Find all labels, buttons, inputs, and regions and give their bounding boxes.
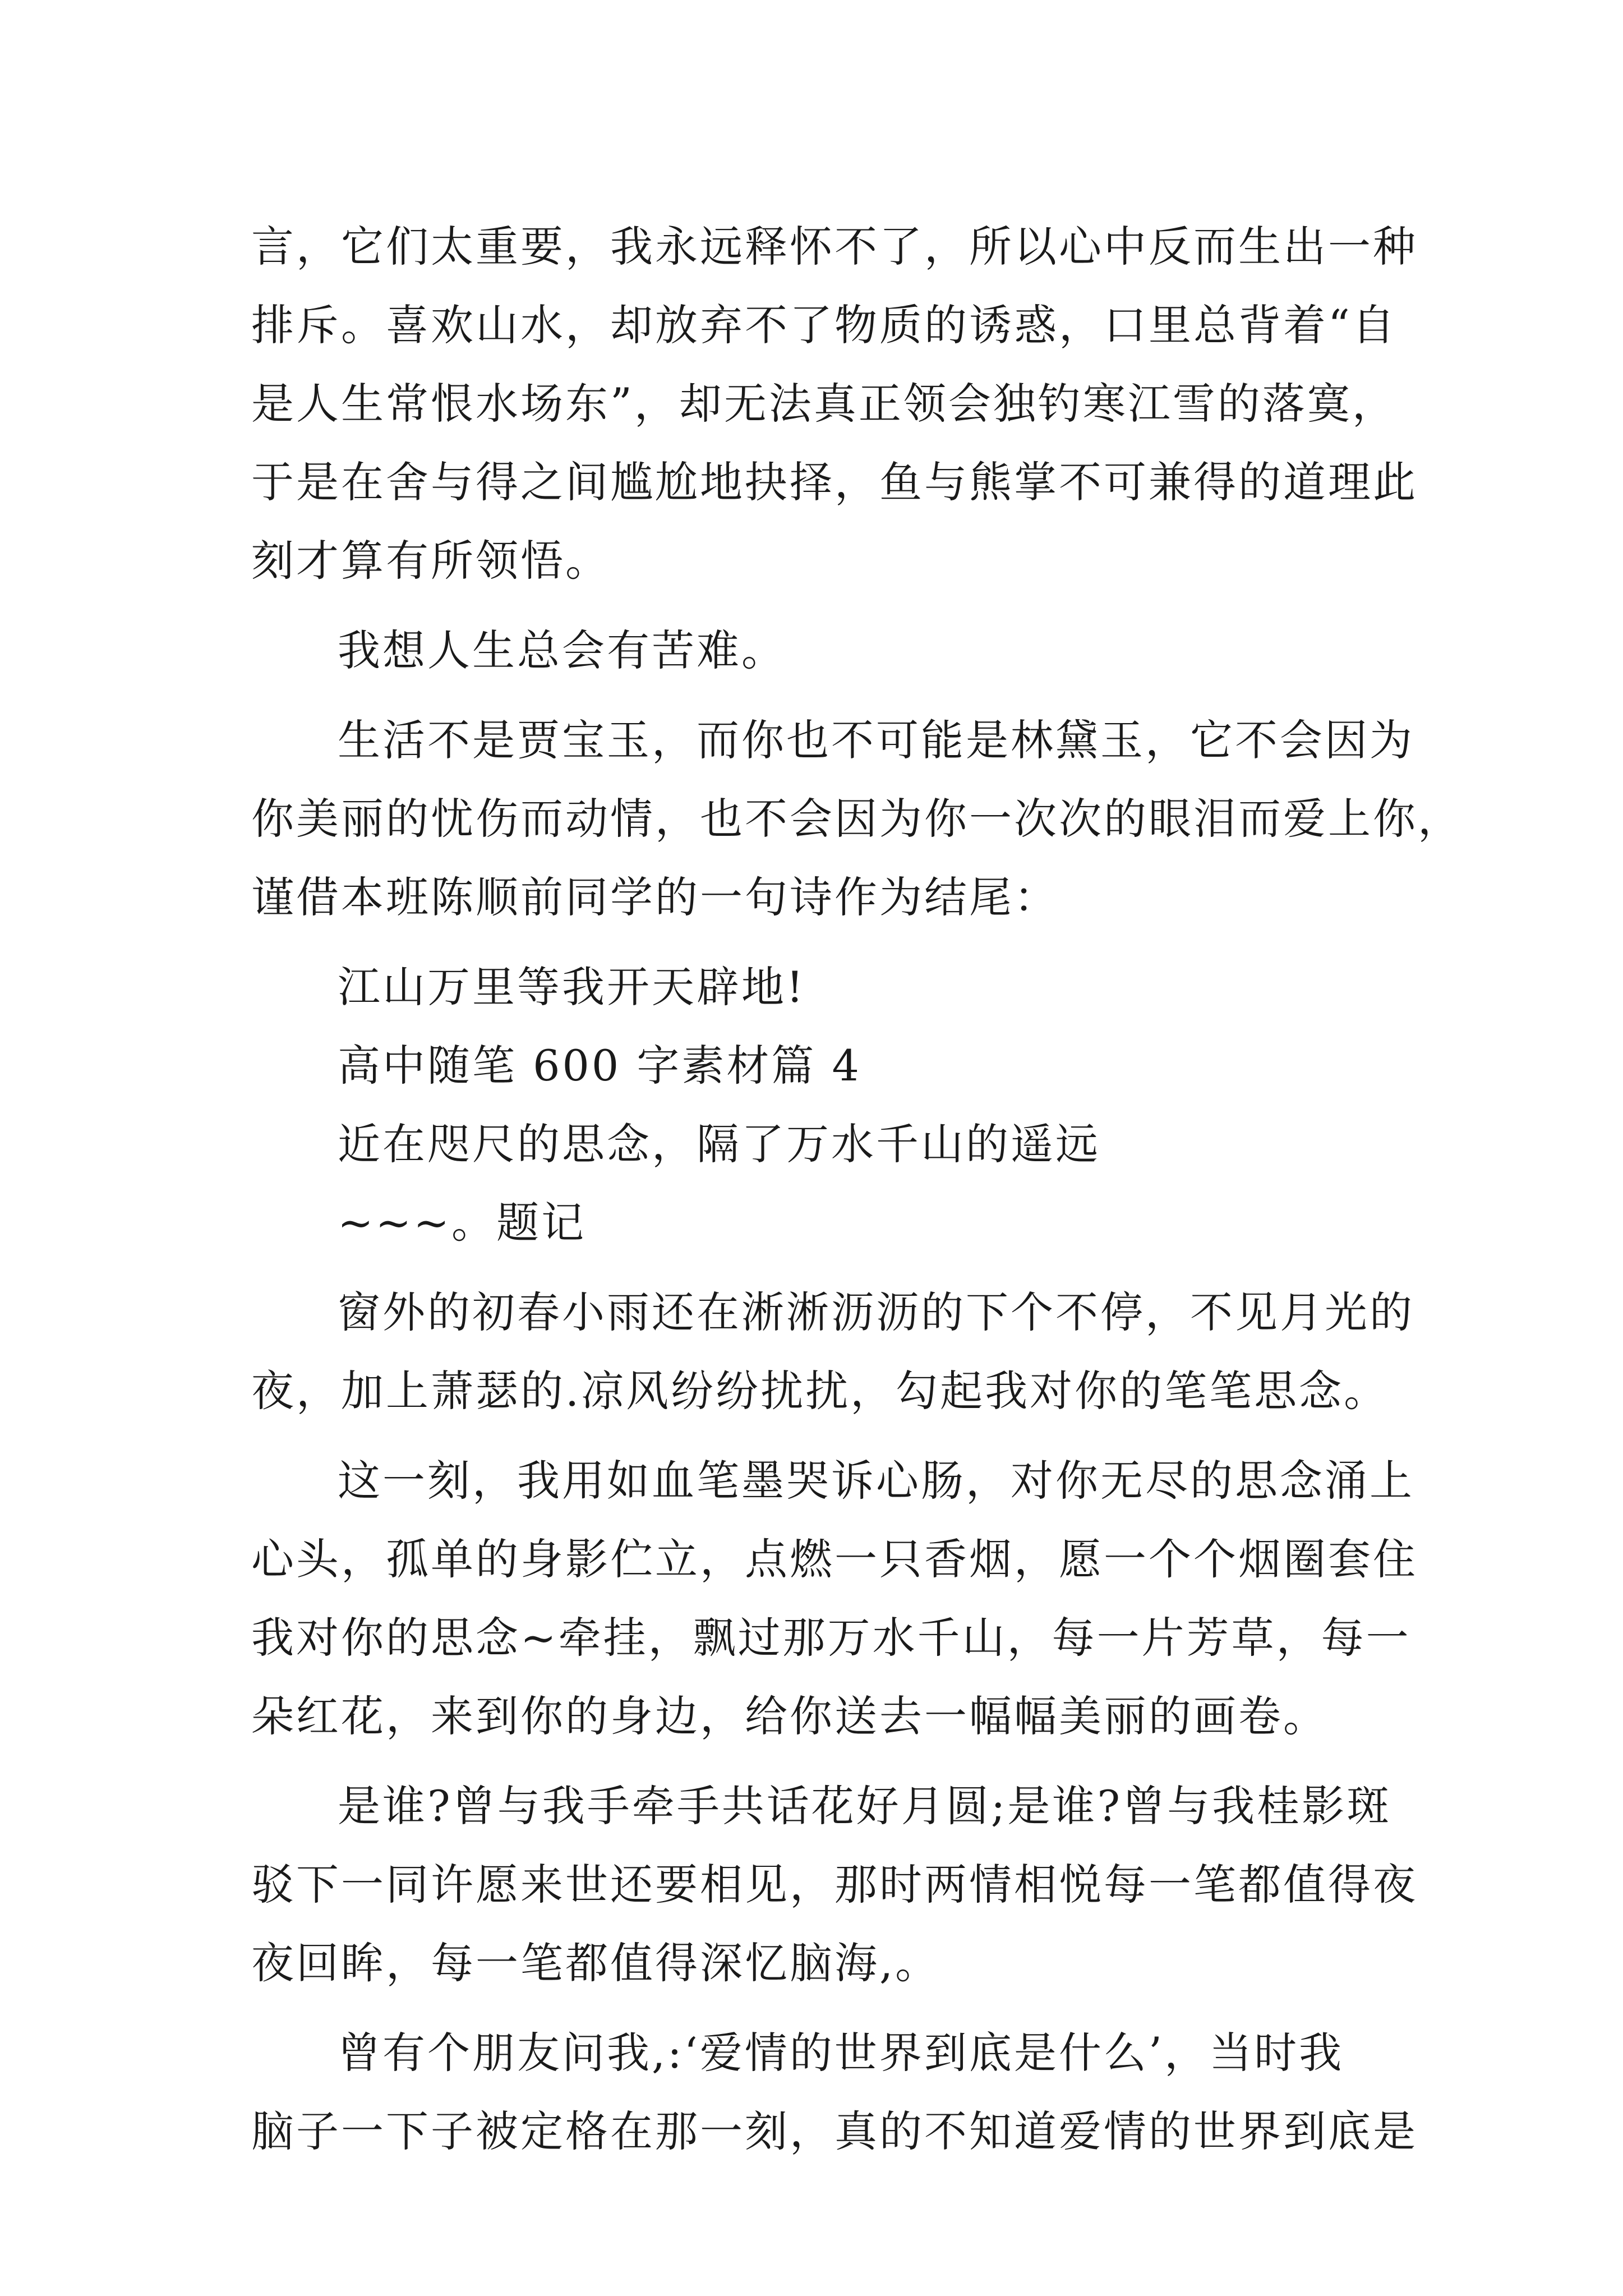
text-line: 脑子一下子被定格在那一刻，真的不知道爱情的世界到底是	[251, 2106, 1418, 2156]
text-line: 我对你的思念~牵挂，飘过那万水千山，每一片芳草，每一	[251, 1613, 1411, 1663]
text-line: 排斥。喜欢山水，却放弃不了物质的诱惑，口里总背着“自	[251, 300, 1397, 350]
text-line: 高中随笔 600 字素材篇 4	[338, 1041, 861, 1091]
text-line: 驳下一同许愿来世还要相见，那时两情相悦每一笔都值得夜	[251, 1860, 1418, 1910]
text-line: 你美丽的忧伤而动情，也不会因为你一次次的眼泪而爱上你，	[251, 794, 1463, 844]
text-line: 谨借本班陈顺前同学的一句诗作为结尾：	[251, 872, 1059, 922]
text-line: 这一刻，我用如血笔墨哭诉心肠，对你无尽的思念涌上	[338, 1456, 1414, 1506]
text-line: 夜回眸，每一笔都值得深忆脑海,。	[251, 1938, 940, 1988]
text-line: 夜，加上萧瑟的.凉风纷纷扰扰，勾起我对你的笔笔思念。	[251, 1366, 1389, 1416]
text-line: 曾有个朋友问我,:‘爱情的世界到底是什么’，当时我	[338, 2028, 1344, 2078]
text-line: 朵红花，来到你的身边，给你送去一幅幅美丽的画卷。	[251, 1691, 1328, 1741]
text-line: 言，它们太重要，我永远释怀不了，所以心中反而生出一种	[251, 222, 1418, 272]
text-line: 刻才算有所领悟。	[251, 536, 610, 586]
text-line: 心头，孤单的身影伫立，点燃一只香烟，愿一个个烟圈套住	[251, 1534, 1418, 1584]
text-line: 我想人生总会有苦难。	[338, 625, 786, 675]
text-line: 是人生常恨水场东”，却无法真正领会独钓寒江雪的落寞，	[251, 379, 1397, 429]
text-line: ~~~。题记	[338, 1198, 587, 1248]
text-line: 窗外的初春小雨还在淅淅沥沥的下个不停，不见月光的	[338, 1287, 1414, 1337]
text-line: 于是在舍与得之间尴尬地抉择，鱼与熊掌不可兼得的道理此	[251, 457, 1418, 507]
text-line: 生活不是贾宝玉，而你也不可能是林黛玉，它不会因为	[338, 715, 1414, 765]
text-line: 近在咫尺的思念，隔了万水千山的遥远	[338, 1119, 1100, 1169]
text-line: 是谁?曾与我手牵手共话花好月圆;是谁?曾与我桂影斑	[338, 1781, 1392, 1831]
text-line: 江山万里等我开天辟地!	[338, 962, 806, 1012]
essay-body	[251, 208, 1463, 2171]
